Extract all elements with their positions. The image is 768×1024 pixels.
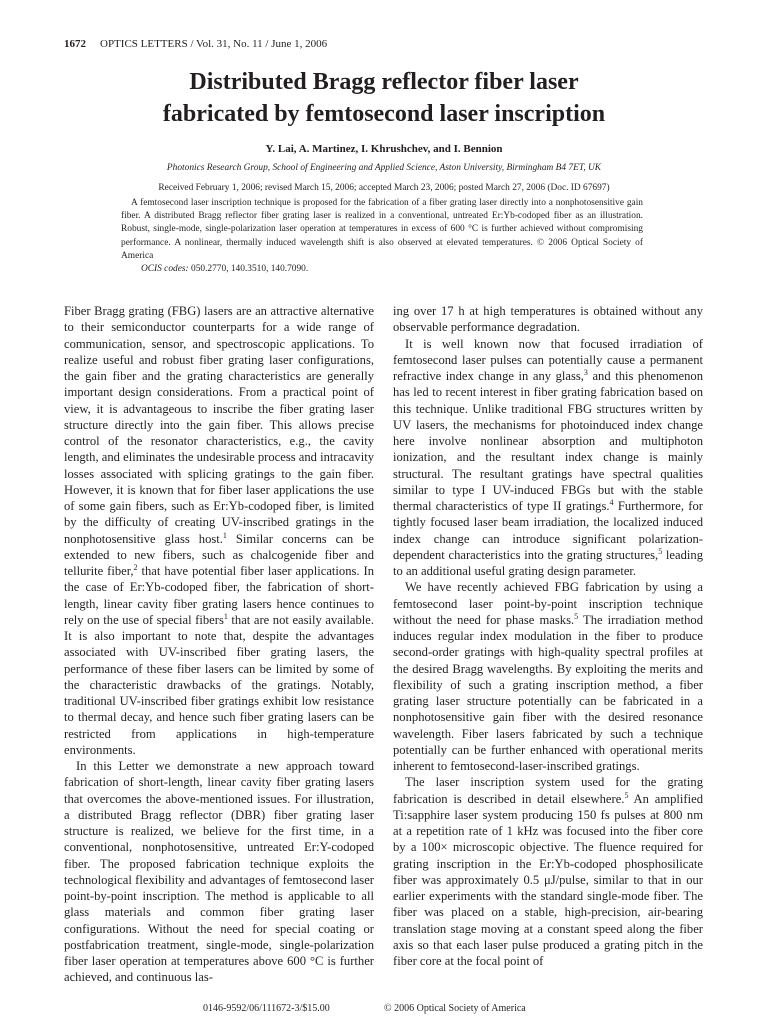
affiliation: Photonics Research Group, School of Engineering and Applied Science, Aston University, Birmingham B4 7ET, UK [166, 163, 602, 173]
author-list: Y. Lai, A. Martinez, I. Khrushchev, and I. Bennion [265, 143, 503, 155]
text-run: Similar concerns can be extended to new fibers, such as chalcogenide fiber and tellurite fiber, [64, 531, 374, 578]
citation-ref: 5 [658, 546, 663, 556]
title-line-1: Distributed Bragg reflector fiber laser [189, 69, 579, 95]
body-paragraph [64, 303, 374, 758]
citation-ref: 5 [574, 611, 579, 621]
text-run: The laser inscription system used for the grating fabrication is described in detail elsewhere. [393, 775, 703, 806]
text-run: Fiber Bragg grating (FBG) lasers are an attractive alternative to their semiconductor counterparts for a wide range of communication, sensor, and spectroscopic applications. To realize useful and robust fiber grating laser configurations, the gain fiber and the grating characteristics are generally important design considerations. From a practical point of view, it is advantageous to inscribe the fiber grating laser structure directly into the gain fiber. This allows precise control of the resonator characteristics, e.g., the cavity length, and eliminates the undesirable process and intracavity losses associated with splicing gratings to the gain fiber. However, it is known that for fiber laser applications the use of some gain fibers, such as Er:Yb-codoped fiber, is limited by the difficulty of creating UV-inscribed gratings in the nonphotosensitive glass host. [64, 304, 374, 546]
title-line-2: fabricated by femtosecond laser inscription [162, 101, 606, 127]
body-paragraph: ing over 17 h at high temperatures is obtained without any observable performance degradation. [393, 304, 703, 335]
text-run: leading to an additional useful grating design parameter. [393, 547, 704, 578]
text-run: that are not easily available. It is also important to note that, despite the advantages associated with UV-inscribed fiber grating lasers, the performance of these fiber lasers can be limited by some of the characteristic drawbacks of the gratings. Notably, traditional UV-inscribed fiber gratings exhibit low resistance to thermal decay, and hence such fiber grating lasers can be restricted from applications in high-temperature environments. [64, 612, 374, 757]
ocis-codes [121, 263, 643, 276]
text-run: We have recently achieved FBG fabrication by using a femtosecond laser point-by-point inscription technique without the need for phase masks. [393, 580, 703, 627]
right-column [393, 303, 703, 969]
body-paragraph [393, 774, 703, 969]
ocis-label: OCIS codes: [141, 264, 189, 275]
citation-ref: 3 [583, 367, 588, 377]
running-header [64, 38, 327, 50]
issn-code: 0146-9592/06/111672-3/$15.00 [203, 1003, 330, 1014]
left-column [64, 303, 374, 986]
journal-info: OPTICS LETTERS / Vol. 31, No. 11 / June 1, 2006 [100, 38, 328, 50]
text-run: The irradiation method induces regular index modulation in the fiber to produce second-order gratings with high-quality spectral profiles at the desired Bragg wavelengths. By exploiting the merits and flexibility of such a grating inscription method, a fiber grating laser structure potentially can be fabricated in a nonphotosensitive gain fiber with the desired resonance wavelength. Fiber lasers fabricated by such a technique potentially can be further enhanced with operational merits inherent to femtosecond-laser-inscribed gratings. [393, 612, 703, 773]
citation-ref: 4 [609, 497, 614, 507]
text-run: that have potential fiber laser applications. In the case of Er:Yb-codoped fiber, the fabrication of short-length, linear cavity fiber grating lasers hence continues to rely on the use of special fibers [64, 564, 374, 627]
abstract [121, 197, 643, 276]
citation-ref: 5 [624, 790, 629, 800]
abstract-text: A femtosecond laser inscription technique is proposed for the fabrication of a fiber grating laser directly into a nonphotosensitive gain fiber. A distributed Bragg reflector fiber grating laser is realized in a conventional, untreated Er:Yb-codoped fiber as an illustration. Robust, single-mode, single-polarization laser operation at temperatures in excess of 600 °C is further achieved without compromising performance. A nonlinear, thermally induced wavelength shift is also observed at elevated temperatures. © 2006 Optical Society of America [121, 198, 643, 261]
paper-title [64, 66, 704, 130]
body-paragraph [393, 579, 703, 774]
text-run: and this phenomenon has led to recent interest in fiber grating fabrication based on this technique. Unlike traditional FBG structures written by UV lasers, the mechanisms for photoinduced index change here involve nonlinear absorption and multiphoton ionization, and the resultant index change is mainly structural. The resultant gratings have spectral qualities similar to type I UV-induced FBGs but with the stable thermal characteristics of type II gratings. [393, 369, 703, 513]
body-paragraph [393, 336, 703, 580]
citation-ref: 1 [223, 611, 228, 621]
received-dates: Received February 1, 2006; revised March 15, 2006; accepted March 23, 2006; posted March 27, 2006 (Doc. ID 67697) [158, 183, 610, 193]
ocis-values: 050.2770, 140.3510, 140.7090. [191, 264, 309, 275]
text-run: An amplified Ti:sapphire laser system producing 150 fs pulses at 800 nm at a repetition rate of 1 kHz was focused into the fiber core by a 100× microscopic objective. The fluence required for grating inscription in the Er:Yb-codoped phosphosilicate fiber was approximately 0.5 μJ/pulse, similar to that in our earlier experiments with the standard single-mode fiber. The fiber was placed on a stable, high-precision, air-bearing translation stage moving at a constant speed along the fiber axis so that each laser pulse produced a grating pitch in the fiber core at the focal point of [393, 791, 704, 968]
text-run: Furthermore, for tightly focused laser beam irradiation, the localized induced index change can introduce significant polarization-dependent characteristics into the grating structures, [393, 499, 703, 562]
body-paragraph: In this Letter we demonstrate a new approach toward fabrication of short-length, linear cavity fiber grating lasers that overcomes the above-mentioned issues. For illustration, a distributed Bragg reflector (DBR) fiber grating laser structure is realized, we believe for the first time, in a conventional, nonphotosensitive, untreated Er:Y-codoped fiber. The proposed fabrication technique exploits the technological flexibility and advantages of femtosecond laser point-by-point inscription. The method is applicable to all glass materials and common fiber grating laser configurations. Without the need for special coating or postfabrication treatment, single-mode, single-polarization fiber laser operation at temperatures above 600 °C is further achieved, and continuous las- [64, 759, 374, 985]
text-run: It is well known now that focused irradiation of femtosecond laser pulses can potentially cause a permanent refractive index change in any glass, [393, 336, 703, 383]
citation-ref: 2 [133, 562, 138, 572]
copyright: © 2006 Optical Society of America [384, 1003, 526, 1014]
citation-ref: 1 [222, 530, 227, 540]
page-number: 1672 [64, 38, 86, 50]
